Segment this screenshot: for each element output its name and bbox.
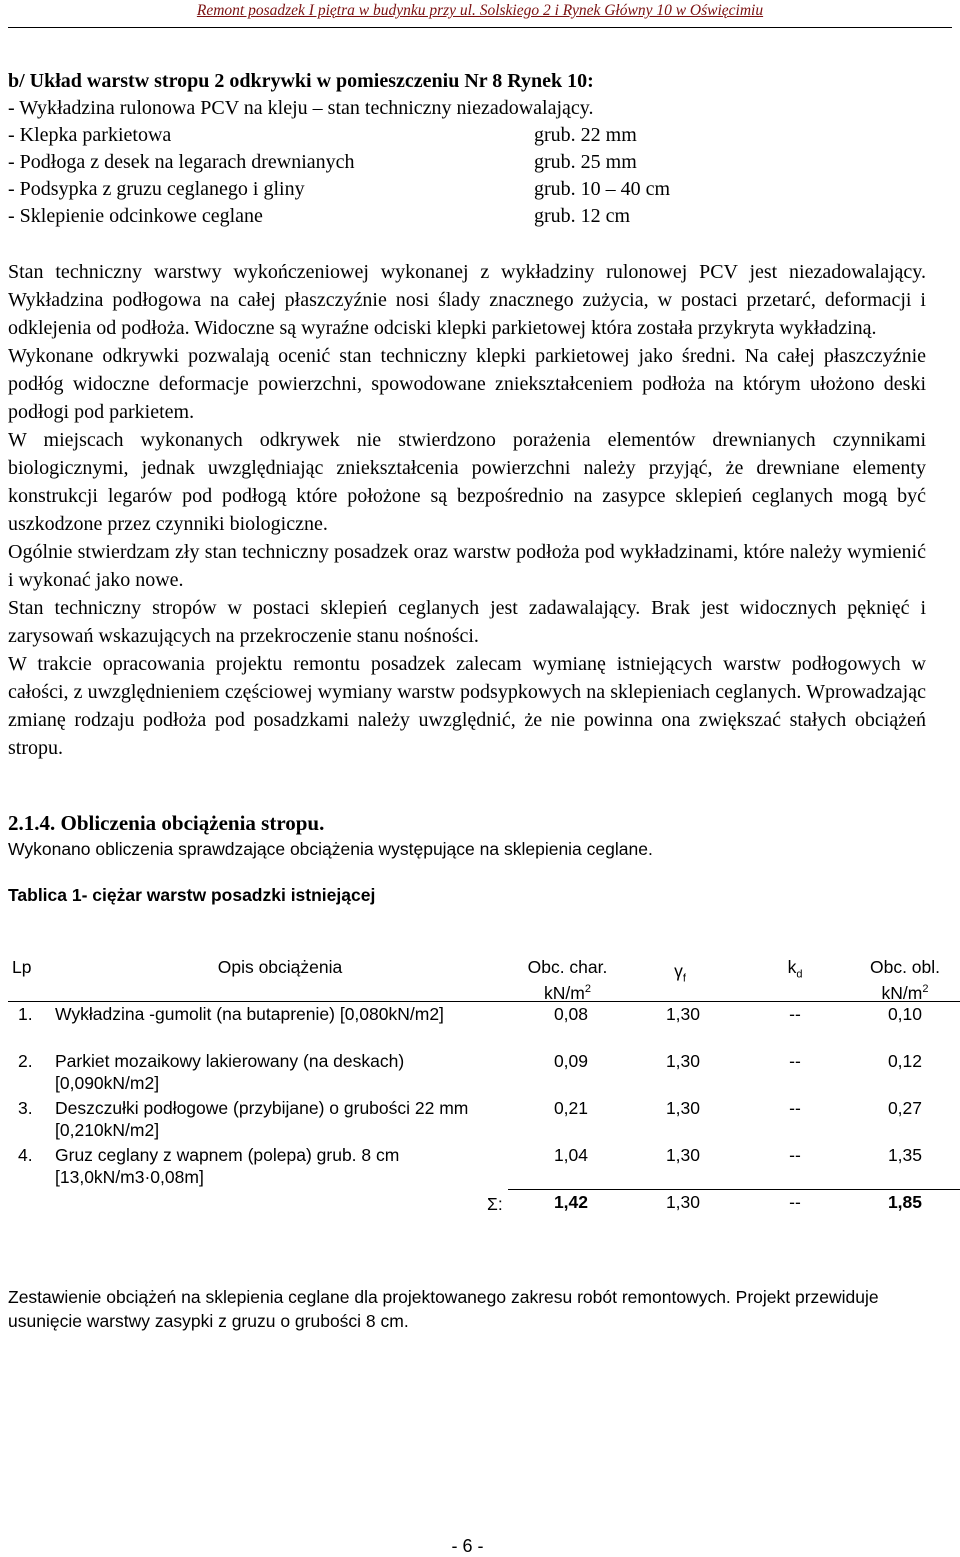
row-gamma: 1,30 [665,1051,700,1071]
layer-item-thickness: grub. 10 – 40 cm [534,178,671,200]
row-obl: 0,10 [887,1004,922,1024]
paragraph: Stan techniczny warstwy wykończeniowej wykonanej z wykładziny rulonowej PCV jest niezadowalający. Wykładzina podłogowa na całej płaszczyźnie nosi ślady znacznego zużycia, w postaci przetarć, deformacji i odklejenia od podłoża. Widoczne są wyraźne odciski klepki parkietowej która została przykryta wykładziną. [8,261,926,339]
layer-item [8,176,671,203]
layer-item [8,203,631,230]
row-gamma: 1,30 [665,1098,700,1118]
row-lp: 3. [18,1098,33,1118]
row-desc: Parkiet mozaikowy lakierowany (na deskach) [0,090kN/m2] [55,1051,405,1093]
col-header-obl: Obc. obl. [869,957,941,977]
table-caption: Tablica 1- ciężar warstw posadzki istniejącej [8,885,376,905]
table-header-rule [8,1001,960,1002]
row-char: 1,04 [553,1145,588,1165]
row-obl: 0,27 [887,1098,922,1118]
layer-item-label: - Klepka parkietowa [8,124,172,146]
col-header-lp: Lp [12,957,32,977]
layer-item-thickness: grub. 25 mm [534,151,637,173]
paragraph: Wykonane odkrywki pozwalają ocenić stan techniczny klepki parkietowej jako średni. Na całej płaszczyźnie podłóg widoczne deformacje powierzchni, spowodowane zniekształceniem podłoża na którym ułożono deski podłogi pod parkietem. [8,345,926,423]
sum-kd: -- [789,1192,801,1212]
col-header-desc: Opis obciążenia [217,957,343,977]
page-number: - 6 - [451,1536,484,1556]
load-table [0,950,960,1230]
sum-char: 1,42 [553,1192,588,1212]
row-kd: -- [789,1051,801,1071]
header-rule [8,27,952,28]
row-lp: 2. [18,1051,33,1071]
col-header-kd: $k_d$ [787,957,803,981]
row-desc: Gruz ceglany z wapnem (polepa) grub. 8 cm [13,0kN/m3·0,08m] [55,1145,400,1187]
row-char: 0,09 [553,1051,588,1071]
row-gamma: 1,30 [665,1004,700,1024]
layer-item-thickness: grub. 12 cm [534,205,631,227]
layer-item-label: - Sklepienie odcinkowe ceglane [8,205,263,227]
sum-obl: 1,85 [887,1192,922,1212]
layer-first-line: - Wykładzina rulonowa PCV na kleju – stan techniczny niezadowalający. [8,97,594,119]
paragraph: Ogólnie stwierdzam zły stan techniczny posadzek oraz warstw podłoża pod wykładzinami, które należy wymienić i wykonać jako nowe. [8,541,926,591]
row-char: 0,08 [553,1004,588,1024]
col-header-obl-unit: $kN/m^2$ [881,982,929,1003]
row-char: 0,21 [553,1098,588,1118]
sum-label: Σ: [487,1194,503,1214]
layer-item-thickness: grub. 22 mm [534,124,637,146]
paragraph: Stan techniczny stropów w postaci sklepień ceglanych jest zadawalający. Brak jest widocznych pęknięć i zarysowań wskazujących na przekroczenie stanu nośności. [8,597,926,647]
paragraph: W miejscach wykonanych odkrywek nie stwierdzono porażenia elementów drewnianych czynnikami biologicznymi, jednak uwzględniając zniekształcenia powierzchni należy przyjąć, że drewniane elementy konstrukcji legarów pod podłogą które położone są bezpośrednio na zasypce sklepień ceglanych mogą być uszkodzone przez czynniki biologiczne. [8,429,926,535]
row-desc: Wykładzina -gumolit (na butaprenie) [0,080kN/m2] [55,1004,444,1024]
assessment-text [8,258,926,762]
paragraph: W trakcie opracowania projektu remontu posadzek zalecam wymianę istniejących warstw podłogowych w całości, z uwzględnieniem częściowej wymiany warstw podsypkowych na sklepieniach ceglanych. Wprowadzając zmianę rodzaju podłoża pod posadzkami należy uwzględnić, że nie powinna ona zwiększać stałych obciążeń stropu. [8,653,926,759]
col-header-char-unit: $kN/m^2$ [544,982,591,1003]
section-title: 2.1.4. Obliczenia obciążenia stropu. [8,811,325,835]
running-header: Remont posadzek I piętra w budynku przy ul. Solskiego 2 i Rynek Główny 10 w Oświęcimiu [196,2,764,19]
section-subtitle: Wykonano obliczenia sprawdzające obciążenia występujące na sklepienia ceglane. [8,839,653,859]
row-lp: 1. [18,1004,33,1024]
row-obl: 0,12 [887,1051,922,1071]
row-kd: -- [789,1098,801,1118]
sum-rule [508,1189,960,1190]
row-lp: 4. [18,1145,33,1165]
col-header-char: Obc. char. [527,957,608,977]
layer-item-label: - Podsypka z gruzu ceglanego i gliny [8,178,305,200]
footer-note: Zestawienie obciążeń na sklepienia ceglane dla projektowanego zakresu robót remontowych. Projekt przewiduje usunięcie warstwy zasypki z gruzu o grubości 8 cm. [8,1287,879,1331]
layer-item-label: - Podłoga z desek na legarach drewnianych [8,151,355,173]
layer-item [8,122,637,149]
row-gamma: 1,30 [665,1145,700,1165]
layer-item [8,149,637,176]
layer-list-title: b/ Układ warstw stropu 2 odkrywki w pomieszczeniu Nr 8 Rynek 10: [8,70,594,92]
row-kd: -- [789,1004,801,1024]
row-obl: 1,35 [887,1145,922,1165]
layer-list [8,68,671,230]
col-header-gamma: $\gamma_f$ [674,961,686,985]
sum-gamma: 1,30 [665,1192,700,1212]
row-kd: -- [789,1145,801,1165]
row-desc: Deszczułki podłogowe (przybijane) o grubości 22 mm [0,210kN/m2] [55,1098,469,1140]
